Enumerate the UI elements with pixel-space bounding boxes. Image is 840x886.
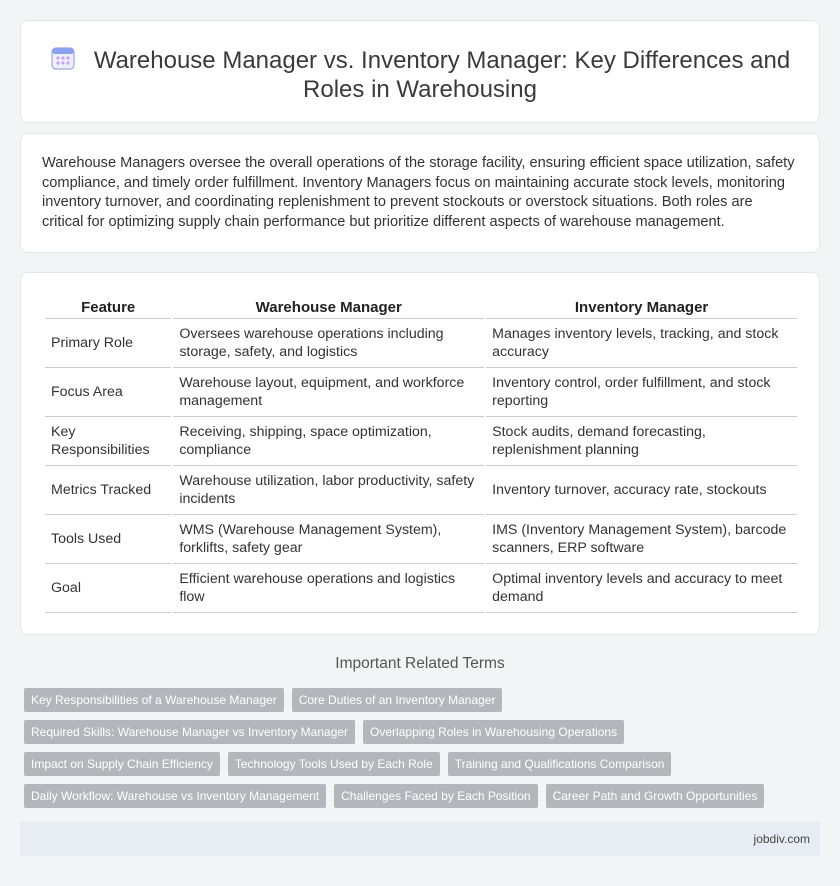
related-terms-list (24, 688, 804, 816)
page-title-text: Warehouse Manager vs. Inventory Manager: Key Differences and Roles in Warehousing (93, 47, 791, 103)
related-term-tag[interactable]: Required Skills: Warehouse Manager vs Inventory Manager (24, 720, 355, 744)
feature-cell: Tools Used (45, 515, 171, 564)
header-feature: Feature (45, 295, 171, 319)
warehouse-cell: Oversees warehouse operations including storage, safety, and logistics (173, 319, 484, 368)
feature-cell: Goal (45, 564, 171, 613)
inventory-cell: Inventory turnover, accuracy rate, stockouts (486, 466, 797, 515)
related-term-tag[interactable]: Overlapping Roles in Warehousing Operations (363, 720, 624, 744)
feature-cell: Focus Area (45, 368, 171, 417)
table-row (45, 564, 797, 613)
inventory-cell: Manages inventory levels, tracking, and stock accuracy (486, 319, 797, 368)
related-term-tag[interactable]: Daily Workflow: Warehouse vs Inventory Management (24, 784, 326, 808)
footer-site-link[interactable]: jobdiv.com (753, 832, 810, 846)
table-row (45, 368, 797, 417)
related-term-tag[interactable]: Technology Tools Used by Each Role (228, 752, 440, 776)
feature-cell: Primary Role (45, 319, 171, 368)
warehouse-cell: WMS (Warehouse Management System), forklifts, safety gear (173, 515, 484, 564)
tag-row (24, 688, 804, 720)
header-warehouse-manager: Warehouse Manager (173, 295, 484, 319)
related-term-tag[interactable]: Challenges Faced by Each Position (334, 784, 537, 808)
page-title (21, 45, 819, 104)
footer (20, 822, 820, 856)
inventory-cell: Stock audits, demand forecasting, replenishment planning (486, 417, 797, 466)
inventory-cell: Inventory control, order fulfillment, and stock reporting (486, 368, 797, 417)
warehouse-cell: Warehouse layout, equipment, and workforce management (173, 368, 484, 417)
header-inventory-manager: Inventory Manager (486, 295, 797, 319)
warehouse-cell: Efficient warehouse operations and logistics flow (173, 564, 484, 613)
related-term-tag[interactable]: Core Duties of an Inventory Manager (292, 688, 503, 712)
calendar-icon (50, 45, 76, 71)
feature-cell: Key Responsibilities (45, 417, 171, 466)
related-terms-title: Important Related Terms (335, 655, 505, 672)
related-term-tag[interactable]: Impact on Supply Chain Efficiency (24, 752, 220, 776)
tag-row (24, 752, 804, 784)
inventory-cell: IMS (Inventory Management System), barcode scanners, ERP software (486, 515, 797, 564)
warehouse-cell: Receiving, shipping, space optimization, compliance (173, 417, 484, 466)
tag-row (24, 784, 804, 816)
comparison-table-card (20, 272, 820, 635)
table-header-row (45, 295, 797, 319)
intro-paragraph: Warehouse Managers oversee the overall operations of the storage facility, ensuring efficient space utilization, safety compliance, and timely order fulfillment. Inventory Managers focus on maintaining accurate stock levels, monitoring inventory turnover, and coordinating replenishment to prevent stockouts or overstock situations. Both roles are critical for optimizing supply chain performance but prioritize different aspects of warehouse management. (42, 155, 795, 230)
comparison-table (43, 295, 799, 613)
feature-cell: Metrics Tracked (45, 466, 171, 515)
related-term-tag[interactable]: Training and Qualifications Comparison (448, 752, 672, 776)
table-row (45, 417, 797, 466)
intro-card (20, 133, 820, 253)
table-row (45, 515, 797, 564)
related-term-tag[interactable]: Key Responsibilities of a Warehouse Manager (24, 688, 284, 712)
tag-row (24, 720, 804, 752)
table-row (45, 319, 797, 368)
table-row (45, 466, 797, 515)
warehouse-cell: Warehouse utilization, labor productivity, safety incidents (173, 466, 484, 515)
title-card (20, 20, 820, 123)
related-term-tag[interactable]: Career Path and Growth Opportunities (546, 784, 765, 808)
inventory-cell: Optimal inventory levels and accuracy to meet demand (486, 564, 797, 613)
